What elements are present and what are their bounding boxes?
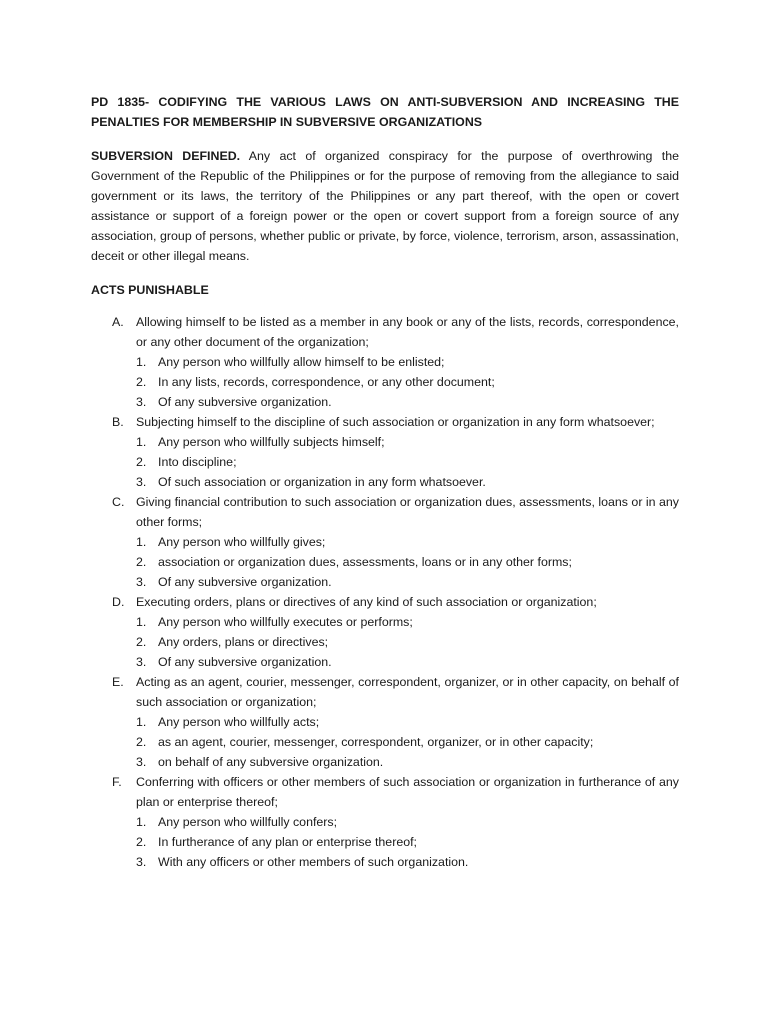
- sub-item: [136, 712, 679, 732]
- sub-item: [136, 372, 679, 392]
- act-item-a: [91, 312, 679, 412]
- sub-text: Any person who willfully confers;: [158, 815, 338, 829]
- sub-item: [136, 852, 679, 872]
- acts-list: [91, 312, 679, 872]
- sub-text: Any person who willfully allow himself to be enlisted;: [158, 355, 445, 369]
- sub-text: Any person who willfully subjects himself;: [158, 435, 385, 449]
- document-title: PD 1835- CODIFYING THE VARIOUS LAWS ON ANTI-SUBVERSION AND INCREASING THE PENALTIES FOR MEMBERSHIP IN SUBVERSIVE ORGANIZATIONS: [91, 95, 679, 129]
- sub-num: 3.: [136, 655, 147, 669]
- definition-lead: SUBVERSION DEFINED.: [91, 149, 241, 163]
- sub-num: 3.: [136, 855, 147, 869]
- sub-num: 1.: [136, 355, 147, 369]
- sub-num: 3.: [136, 755, 147, 769]
- act-text: Acting as an agent, courier, messenger, correspondent, organizer, or in other capacity, on behalf of such association or organization;: [136, 675, 679, 709]
- act-text: Subjecting himself to the discipline of such association or organization in any form whatsoever;: [136, 415, 655, 429]
- subversion-definition: [91, 146, 679, 266]
- sub-item: [136, 392, 679, 412]
- sub-item: [136, 452, 679, 472]
- sub-text: as an agent, courier, messenger, correspondent, organizer, or in other capacity;: [158, 735, 594, 749]
- sub-item: [136, 552, 679, 572]
- sub-text: Any orders, plans or directives;: [158, 635, 329, 649]
- sub-text: Any person who willfully gives;: [158, 535, 326, 549]
- sub-item: [136, 732, 679, 752]
- sub-text: Any person who willfully executes or performs;: [158, 615, 413, 629]
- act-item-c: [91, 492, 679, 592]
- sub-item: [136, 832, 679, 852]
- sub-num: 1.: [136, 715, 147, 729]
- sub-item: [136, 632, 679, 652]
- sub-num: 2.: [136, 835, 147, 849]
- sub-list: [136, 532, 679, 592]
- acts-heading: ACTS PUNISHABLE: [91, 283, 209, 297]
- sub-item: [136, 752, 679, 772]
- sub-list: [136, 712, 679, 772]
- sub-list: [136, 432, 679, 492]
- sub-item: [136, 472, 679, 492]
- sub-num: 2.: [136, 455, 147, 469]
- sub-num: 3.: [136, 475, 147, 489]
- sub-num: 1.: [136, 435, 147, 449]
- sub-num: 2.: [136, 635, 147, 649]
- sub-item: [136, 572, 679, 592]
- sub-list: [136, 612, 679, 672]
- sub-num: 2.: [136, 555, 147, 569]
- sub-text: In any lists, records, correspondence, or any other document;: [158, 375, 495, 389]
- sub-list: [136, 812, 679, 872]
- sub-text: on behalf of any subversive organization.: [158, 755, 384, 769]
- sub-item: [136, 652, 679, 672]
- sub-item: [136, 812, 679, 832]
- act-text: Executing orders, plans or directives of any kind of such association or organization;: [136, 595, 597, 609]
- sub-text: Of any subversive organization.: [158, 395, 332, 409]
- act-letter: F.: [112, 775, 122, 789]
- sub-num: 3.: [136, 575, 147, 589]
- sub-text: In furtherance of any plan or enterprise thereof;: [158, 835, 417, 849]
- act-item-b: [91, 412, 679, 492]
- sub-text: With any officers or other members of such organization.: [158, 855, 469, 869]
- act-item-f: [91, 772, 679, 872]
- sub-text: Of any subversive organization.: [158, 655, 332, 669]
- sub-list: [136, 352, 679, 412]
- act-text: Giving financial contribution to such association or organization dues, assessments, loans or in any other forms;: [136, 495, 679, 529]
- act-letter: B.: [112, 415, 124, 429]
- sub-num: 1.: [136, 815, 147, 829]
- sub-num: 1.: [136, 615, 147, 629]
- sub-item: [136, 432, 679, 452]
- sub-item: [136, 352, 679, 372]
- act-letter: E.: [112, 675, 124, 689]
- sub-item: [136, 612, 679, 632]
- document-page: [91, 92, 679, 872]
- act-text: Conferring with officers or other members of such association or organization in furtherance of any plan or enterprise thereof;: [136, 775, 679, 809]
- sub-text: Any person who willfully acts;: [158, 715, 320, 729]
- sub-text: Into discipline;: [158, 455, 237, 469]
- sub-num: 2.: [136, 735, 147, 749]
- act-letter: C.: [112, 495, 125, 509]
- sub-text: Of any subversive organization.: [158, 575, 332, 589]
- sub-num: 1.: [136, 535, 147, 549]
- sub-text: Of such association or organization in any form whatsoever.: [158, 475, 486, 489]
- definition-text: Any act of organized conspiracy for the purpose of overthrowing the Government of the Republic of the Philippines or for the purpose of removing from the allegiance to said government or its laws, the territory of the Philippines or any part thereof, with the open or covert assistance or support of a foreign power or the open or covert support from a foreign source of any association, group of persons, whether public or private, by force, violence, terrorism, arson, assassination, deceit or other illegal means.: [91, 149, 680, 263]
- act-item-e: [91, 672, 679, 772]
- sub-num: 3.: [136, 395, 147, 409]
- sub-item: [136, 532, 679, 552]
- sub-num: 2.: [136, 375, 147, 389]
- act-item-d: [91, 592, 679, 672]
- act-text: Allowing himself to be listed as a member in any book or any of the lists, records, correspondence, or any other document of the organization;: [136, 315, 679, 349]
- act-letter: A.: [112, 315, 124, 329]
- sub-text: association or organization dues, assessments, loans or in any other forms;: [158, 555, 572, 569]
- act-letter: D.: [112, 595, 125, 609]
